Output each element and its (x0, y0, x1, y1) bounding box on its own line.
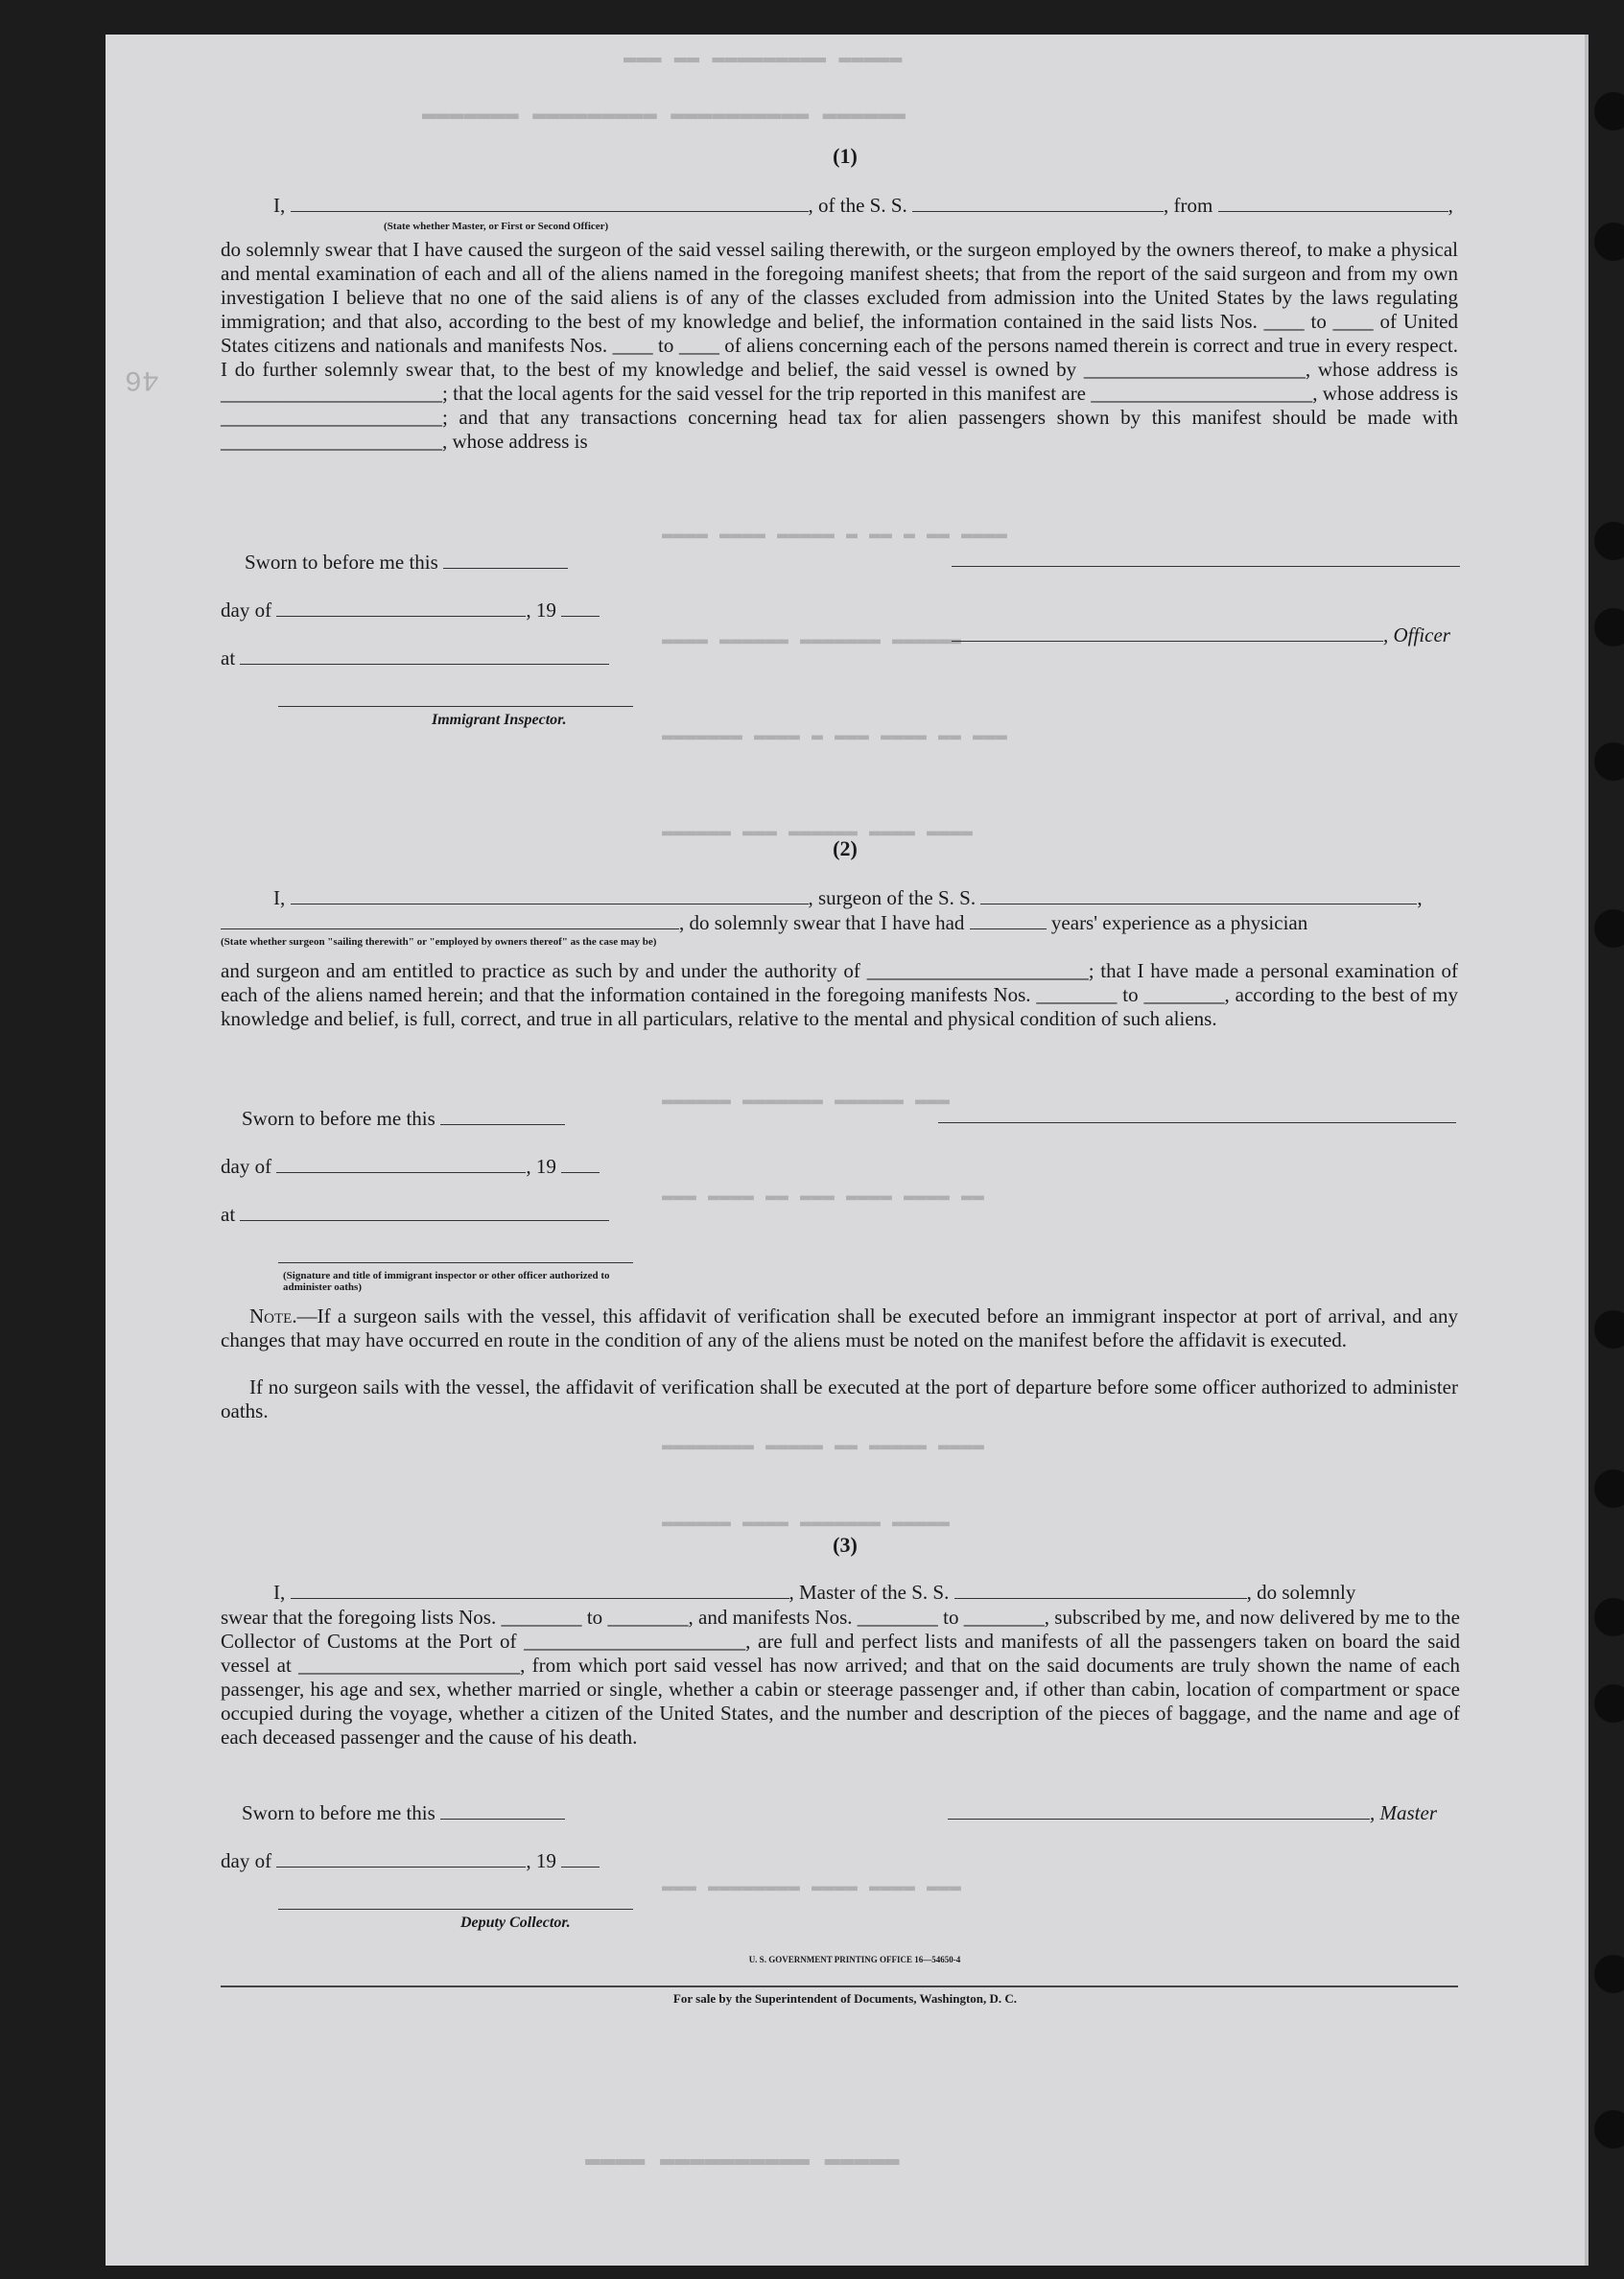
signature-title-note: (Signature and title of immigrant inspector or other officer authorized to administer oaths) (283, 1270, 610, 1293)
section-3-number: (3) (833, 1533, 858, 1557)
bleed-through-text: ▬▬▬▬▬▬▬▬ ▬▬▬▬▬ ▬▬ ▬▬▬▬▬ ▬▬▬▬ (662, 1435, 985, 1457)
section-2-oath-line: I, , surgeon of the S. S. , (273, 886, 1423, 909)
sworn-label: Sworn to before me this (242, 1801, 435, 1824)
note-text: —If a surgeon sails with the vessel, this affidavit of verification shall be executed before an immigrant inspector at port of arrival, and any changes that may have occurred en route in the condition of any of the aliens must be noted on the manifest before the affidavit is executed. (221, 1304, 1458, 1351)
at-place-field[interactable] (240, 646, 609, 665)
at-label: at (221, 646, 236, 670)
day-of-label: day of (221, 1155, 272, 1178)
years-field[interactable] (970, 911, 1047, 929)
at-place-field-2[interactable] (240, 1203, 609, 1221)
surgeon-ship-label: , surgeon of the S. S. (808, 886, 977, 909)
surgeon-type-note: (State whether surgeon "sailing therewith" or "employed by owners thereof" as the case may be) (221, 936, 657, 948)
solemnly-label: , do solemnly (1246, 1581, 1356, 1604)
binder-hole (1594, 1310, 1624, 1349)
binder-hole (1594, 223, 1624, 261)
section-3-oath-line (273, 1581, 1355, 1605)
sworn-line-2 (242, 1107, 565, 1131)
bleed-through-text: ▬▬▬ ▬▬▬▬▬▬▬▬ ▬▬▬▬ ▬▬▬▬ ▬▬▬ (662, 1876, 962, 1898)
year-label: , 19 (526, 1849, 556, 1872)
at-line-1 (221, 646, 609, 670)
master-ship-label: , Master of the S. S. (788, 1581, 950, 1604)
section-2-paragraph: and surgeon and am entitled to practice as such by and under the authority of ______________________; that I have made a personal examination of each of the aliens named herein; and that the information contained in the foregoing manifests Nos. ________ to ________, according to the best of my knowledge and belief, is full, correct, and true in all particulars, relative to the mental and physical condition of such aliens. (221, 959, 1458, 1030)
day-of-label: day of (221, 599, 272, 622)
oath-i-label: I, (273, 194, 286, 217)
manifest-form-sheet (106, 35, 1589, 2266)
printing-office-line: U. S. GOVERNMENT PRINTING OFFICE 16—54650-4 (748, 1955, 961, 1964)
master-signature-field[interactable] (948, 1801, 1370, 1820)
day-of-line-1 (221, 599, 600, 623)
oath-i-label: I, (273, 1581, 286, 1604)
sworn-day-field-3[interactable] (440, 1801, 565, 1820)
experience-label-2: years' experience as a physician (1050, 911, 1308, 934)
surgeon-note-2: If no surgeon sails with the vessel, the affidavit of verification shall be executed at the port of departure before some officer authorized to administer oaths. (221, 1375, 1458, 1422)
inspector-signature-line-2[interactable] (278, 1262, 633, 1263)
section-1-number: (1) (833, 144, 858, 168)
year-field[interactable] (561, 599, 600, 617)
binder-hole (1594, 92, 1624, 130)
binder-hole (1594, 2110, 1624, 2149)
day-month-field[interactable] (276, 599, 526, 617)
section-1-paragraph: do solemnly swear that I have caused the surgeon of the said vessel sailing therewith, or the surgeon employed by the owners thereof, to make a physical and mental examination of each and all of the aliens named in the foregoing manifest sheets; that from the report of the said surgeon and from my own investigation I believe that no one of the said aliens is of any of the classes excluded from admission into the United States by the laws regulating immigration; and that also, according to the best of my knowledge and belief, the information contained in the said lists Nos. ____ to ____ of United States citizens and nationals and manifests Nos. ____ to ____ of aliens concerning each of the persons named therein is correct and true in every respect. I do further solemnly swear that, to the best of my knowledge and belief, the said vessel is owned by ______________________, whose address is ______________________; that the local agents for the said vessel for the trip reported in this manifest are ______________________, whose address is ______________________; and that any transactions concerning head tax for alien passengers shown by this manifest should be made with ______________________, whose address is (221, 238, 1458, 453)
section-2-experience-line (221, 911, 1307, 935)
binder-hole (1594, 1955, 1624, 1993)
section-3-paragraph: swear that the foregoing lists Nos. ________ to ________, and manifests Nos. ________ to ________, subscribed by me, and now delivered by me to the Collector of Customs at the Port of ______________________, are full and perfect lists and manifests of all the passengers taken on board the said vessel at ______________________, from which port said vessel has now arrived; and that on the said documents are truly shown the name of each passenger, his age and sex, whether married or single, whether a cabin or steerage passenger and, if other than cabin, location of compartment or space occupied during the voyage, whether a citizen of the United States, and the number and description of the pieces of baggage, and the name and age of each deceased passenger and the cause of his death. (221, 1606, 1460, 1749)
sworn-label: Sworn to before me this (245, 551, 438, 574)
sale-notice: For sale by the Superintendent of Documents, Washington, D. C. (672, 1991, 1018, 2006)
binder-hole (1594, 522, 1624, 560)
officer-name-field[interactable] (291, 194, 809, 212)
day-month-field-3[interactable] (276, 1849, 526, 1868)
day-of-label: day of (221, 1849, 272, 1872)
binder-hole (1594, 1684, 1624, 1723)
sworn-day-field[interactable] (443, 551, 568, 569)
note-label: Note. (249, 1304, 297, 1327)
bleed-through-text: ▬▬▬▬▬▬▬ ▬▬▬▬ ▬ ▬▬▬ ▬▬▬▬ ▬▬ ▬▬▬ (662, 725, 1008, 747)
binder-hole (1594, 742, 1624, 781)
binder-hole (1594, 608, 1624, 646)
officer-title-field[interactable] (952, 623, 1383, 642)
at-line-2 (221, 1203, 609, 1227)
oath-i-label: I, (273, 886, 286, 909)
surgeon-type-field[interactable] (221, 911, 679, 929)
officer-title-line (952, 623, 1450, 647)
collector-signature-line[interactable] (278, 1909, 633, 1910)
officer-label: , Officer (1383, 623, 1450, 646)
immigrant-inspector-label: Immigrant Inspector. (432, 712, 567, 728)
master-ship-field[interactable] (954, 1581, 1247, 1599)
bleed-through-text: ▬▬▬ ▬▬▬▬ ▬▬ ▬▬▬ ▬▬▬▬ ▬▬▬▬ ▬▬ (662, 1186, 985, 1208)
ship-name-field[interactable] (912, 194, 1164, 212)
from-port-field[interactable] (1218, 194, 1448, 212)
officer-rank-note: (State whether Master, or First or Second Officer) (384, 221, 609, 232)
day-month-field-2[interactable] (276, 1155, 526, 1173)
sworn-line-1 (245, 551, 568, 575)
footer-rule (221, 1985, 1458, 1987)
sworn-label: Sworn to before me this (242, 1107, 435, 1130)
section-2-number: (2) (833, 836, 858, 860)
bleed-through-text: ▬▬▬▬▬▬ ▬▬▬▬ ▬▬▬▬▬▬▬ ▬▬▬▬▬ (662, 1512, 951, 1534)
bleed-through-text: ▬▬▬▬▬▬▬ ▬▬▬▬▬▬▬▬▬ ▬▬▬▬▬▬▬▬▬▬ ▬▬▬▬▬▬ (422, 102, 906, 128)
experience-label: , do solemnly swear that I have had (679, 911, 965, 934)
bleed-through-text: ▬▬▬▬ ▬▬▬▬▬▬ ▬▬▬▬▬▬▬ ▬▬▬▬▬▬ (662, 629, 962, 651)
bleed-through-text: ▬▬▬▬▬▬ ▬▬▬▬▬▬▬ ▬▬▬▬▬▬ ▬▬▬ (662, 1090, 951, 1112)
bleed-through-text: ▬▬▬▬ ▬▬▬▬ ▬▬▬▬▬ ▬ ▬▬ ▬ ▬▬ ▬▬▬▬ (662, 524, 1008, 546)
year-label: , 19 (526, 599, 556, 622)
bleed-through-text: ▬▬▬▬▬▬ ▬▬▬ ▬▬▬▬▬▬ ▬▬▬▬ ▬▬▬▬ (662, 821, 974, 843)
binder-hole (1594, 909, 1624, 948)
section-1-oath-line: I, , of the S. S. , from , (273, 194, 1453, 217)
day-of-line-2 (221, 1155, 600, 1179)
margin-mark: 46 (125, 363, 160, 395)
sworn-line-3 (242, 1801, 565, 1825)
day-of-line-3 (221, 1849, 600, 1873)
surgeon-name-field[interactable] (291, 886, 809, 905)
officer-signature-line[interactable] (952, 566, 1460, 567)
master-name-field[interactable] (291, 1581, 789, 1599)
surgeon-ship-field[interactable] (980, 886, 1417, 905)
ship-label: , of the S. S. (808, 194, 907, 217)
year-label: , 19 (526, 1155, 556, 1178)
from-label: , from (1164, 194, 1213, 217)
surgeon-note (221, 1304, 1458, 1381)
deputy-collector-label: Deputy Collector. (460, 1915, 571, 1931)
year-field-3[interactable] (561, 1849, 600, 1868)
bleed-through-text: ▬▬▬ ▬▬ ▬▬▬▬▬▬▬▬▬ ▬▬▬▬▬ (624, 46, 903, 70)
year-field-2[interactable] (561, 1155, 600, 1173)
bleed-through-text: ▬▬▬▬ ▬▬▬▬▬▬▬▬▬▬ ▬▬▬▬▬ (585, 2145, 900, 2173)
surgeon-signature-line[interactable] (938, 1122, 1456, 1123)
binder-hole (1594, 1469, 1624, 1508)
binder-hole (1594, 1598, 1624, 1636)
at-label: at (221, 1203, 236, 1226)
master-label: , Master (1370, 1801, 1437, 1824)
sworn-day-field-2[interactable] (440, 1107, 565, 1125)
inspector-signature-line[interactable] (278, 706, 633, 707)
master-signature-line (948, 1801, 1437, 1825)
